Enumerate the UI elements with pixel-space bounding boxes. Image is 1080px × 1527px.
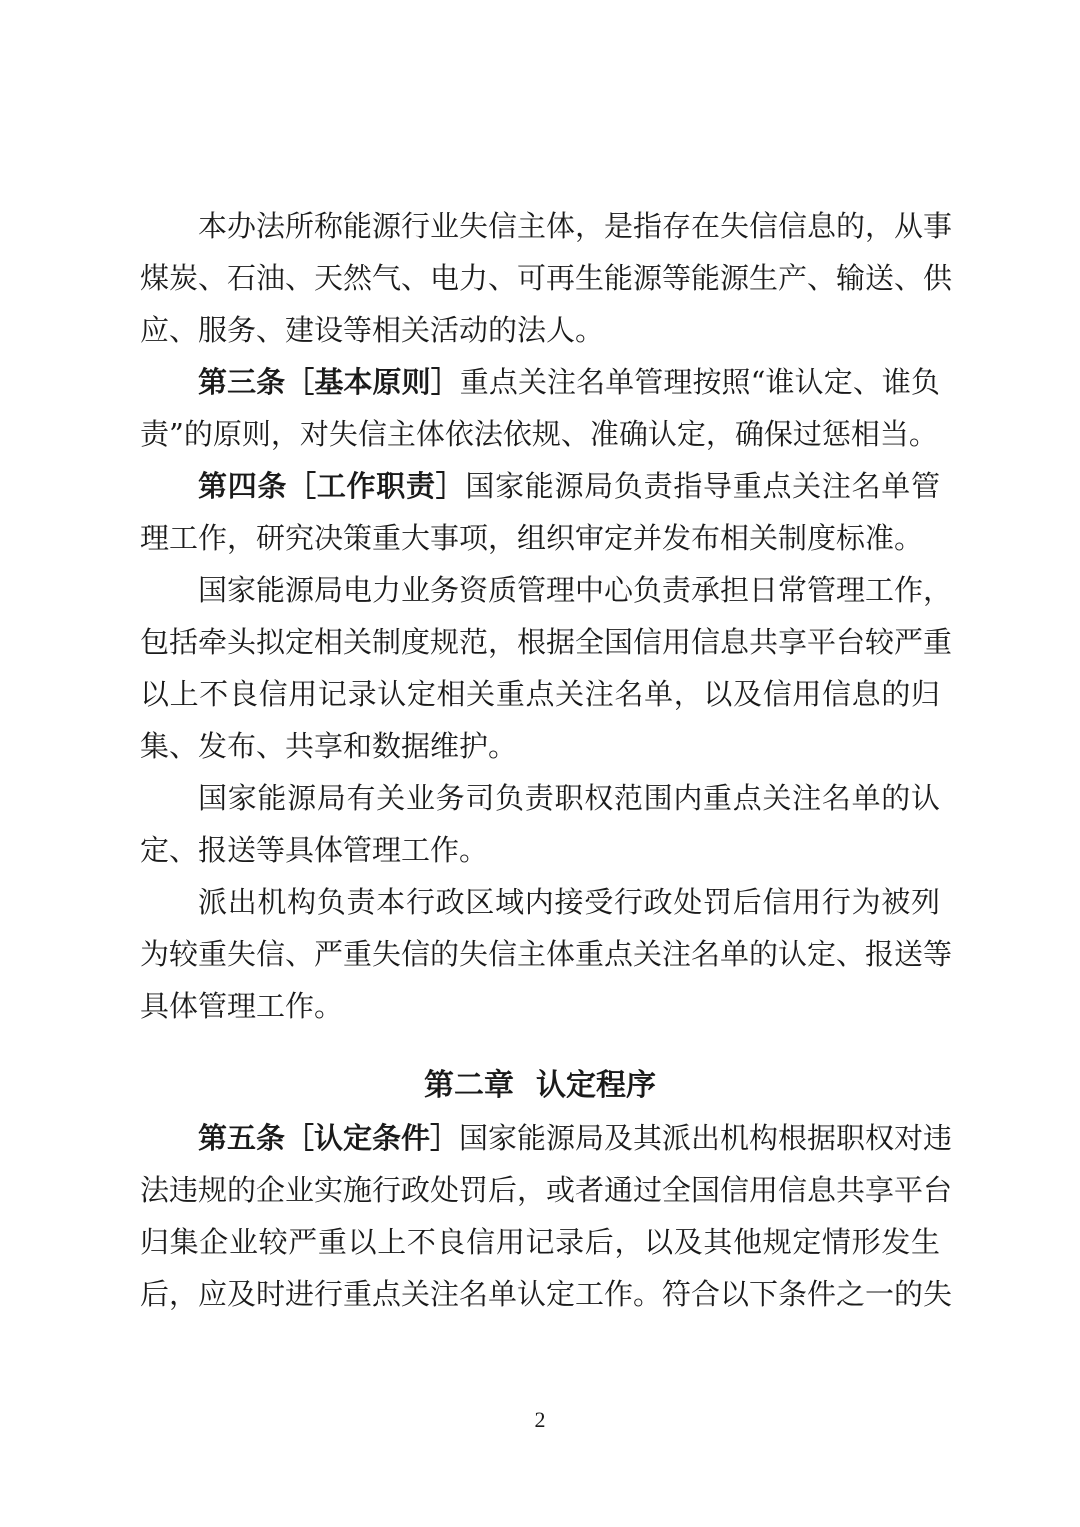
paragraph-line: 应、服务、建设等相关活动的法人。 [140, 313, 605, 347]
paragraph-line: 以上不良信用记录认定相关重点关注名单，以及信用信息的归 [140, 677, 940, 711]
page-number: 2 [534, 1407, 546, 1432]
paragraph-line: 为较重失信、严重失信的失信主体重点关注名单的认定、报送等 [140, 937, 953, 971]
paragraph-line: 定、报送等具体管理工作。 [140, 833, 489, 867]
paragraph-line: 国家能源局有关业务司负责职权范围内重点关注名单的认 [198, 781, 940, 815]
paragraph-line: 具体管理工作。 [140, 989, 344, 1023]
chapter-number: 第二章 [424, 1068, 514, 1103]
paragraph-line: 后，应及时进行重点关注名单认定工作。符合以下条件之一的失 [140, 1277, 953, 1311]
paragraph-line-text: 国家能源局及其派出机构根据职权对违 [459, 1121, 953, 1155]
chapter-title: 认定程序 [536, 1068, 656, 1103]
paragraph-line: 包括牵头拟定相关制度规范，根据全国信用信息共享平台较严重 [140, 625, 953, 659]
article-5-first-line [198, 1118, 953, 1158]
article-3-heading: 第三条［基本原则］ [198, 365, 460, 399]
paragraph-line: 法违规的企业实施行政处罚后，或者通过全国信用信息共享平台 [140, 1173, 953, 1207]
article-5-heading: 第五条［认定条件］ [198, 1121, 460, 1155]
paragraph-line: 本办法所称能源行业失信主体，是指存在失信信息的，从事 [198, 209, 953, 243]
paragraph-line: 煤炭、石油、天然气、电力、可再生能源等能源生产、输送、供 [140, 261, 953, 295]
paragraph-line-text: 国家能源局负责指导重点关注名单管 [465, 469, 940, 503]
paragraph-line: 理工作，研究决策重大事项，组织审定并发布相关制度标准。 [140, 521, 924, 555]
paragraph-line: 集、发布、共享和数据维护。 [140, 729, 518, 763]
chapter-heading [140, 1066, 940, 1106]
article-4-heading: 第四条［工作职责］ [198, 469, 466, 503]
article-3-first-line [198, 362, 940, 402]
article-4-first-line [198, 466, 940, 506]
paragraph-line: 国家能源局电力业务资质管理中心负责承担日常管理工作， [198, 573, 953, 607]
paragraph-line: 派出机构负责本行政区域内接受行政处罚后信用行为被列 [198, 885, 940, 919]
paragraph-line: 责”的原则，对失信主体依法依规、准确认定，确保过惩相当。 [140, 417, 938, 451]
paragraph-line-text: 重点关注名单管理按照“谁认定、谁负 [459, 365, 940, 399]
paragraph-line: 归集企业较严重以上不良信用记录后，以及其他规定情形发生 [140, 1225, 940, 1259]
